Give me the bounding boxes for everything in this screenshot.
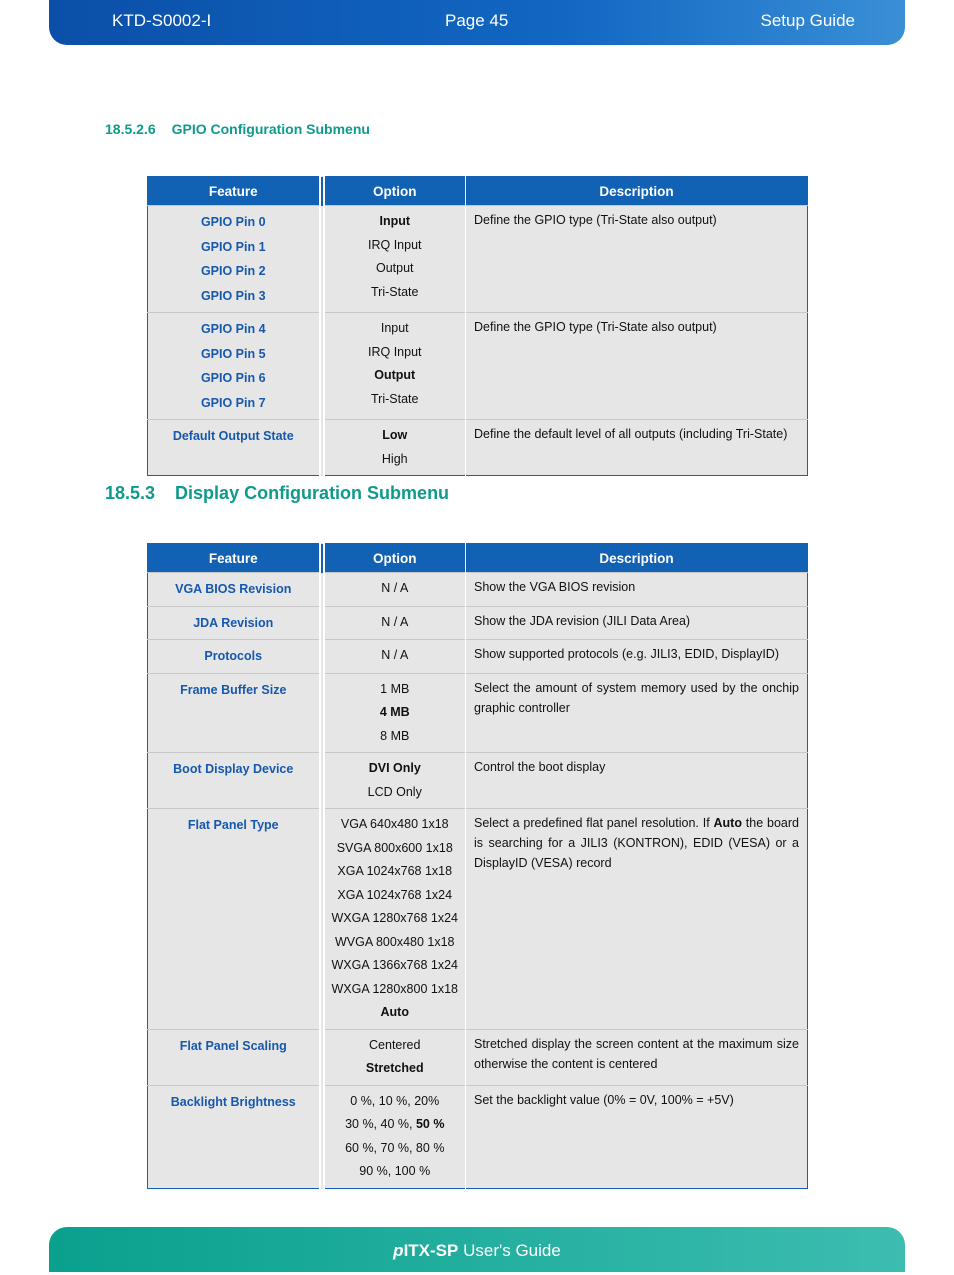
table-row <box>148 206 808 313</box>
option-value <box>331 257 460 281</box>
option-value <box>331 837 460 861</box>
option-text: SVGA 800x600 1x18 <box>336 840 453 855</box>
feature-name: GPIO Pin 4 <box>200 322 266 336</box>
feature-cell <box>148 673 322 753</box>
table-row <box>148 606 808 640</box>
option-text: 8 MB <box>380 728 410 743</box>
product-prefix: p <box>393 1241 404 1260</box>
option-default: 50 % <box>415 1117 445 1131</box>
description-cell <box>466 1085 808 1188</box>
option-cell <box>322 1085 466 1188</box>
option-text: High <box>381 451 408 466</box>
feature-name: Default Output State <box>172 429 294 443</box>
option-text: Input <box>379 214 411 228</box>
option-value <box>331 1001 460 1025</box>
option-value <box>331 954 460 978</box>
feature-cell <box>148 640 322 674</box>
description-cell <box>466 606 808 640</box>
description-cell <box>466 640 808 674</box>
section-title: Display Configuration Submenu <box>175 483 450 503</box>
description-text <box>474 813 799 873</box>
column-header-feature: Feature <box>148 544 322 573</box>
option-cell <box>322 809 466 1030</box>
feature-name: Frame Buffer Size <box>180 682 287 697</box>
table-row <box>148 420 808 476</box>
feature-name: Flat Panel Scaling <box>179 1038 287 1053</box>
column-header-description: Description <box>466 177 808 206</box>
option-text: Output <box>374 368 416 382</box>
option-text: 60 %, 70 %, 80 % <box>345 1140 445 1155</box>
feature-name: GPIO Pin 0 <box>200 215 266 229</box>
option-value <box>331 978 460 1002</box>
feature-name: GPIO Pin 2 <box>200 264 266 278</box>
description-text: Define the GPIO type (Tri-State also output) <box>474 213 717 227</box>
option-cell <box>322 313 466 420</box>
feature-name: VGA BIOS Revision <box>175 582 292 596</box>
option-text: IRQ Input <box>368 344 422 359</box>
description-text: Set the backlight value (0% = 0V, 100% = +5V) <box>474 1092 734 1107</box>
section-number: 18.5.2.6 <box>105 121 156 137</box>
feature-cell <box>148 573 322 607</box>
feature-name: GPIO Pin 3 <box>200 288 266 303</box>
description-text: Show the JDA revision (JILI Data Area) <box>474 613 691 628</box>
option-value <box>331 1057 460 1081</box>
option-text: 30 %, 40 %, <box>345 1117 416 1131</box>
description-cell <box>466 1029 808 1085</box>
table-row <box>148 753 808 809</box>
option-text: N / A <box>381 581 409 595</box>
page-number: Page 45 <box>445 11 509 30</box>
feature-cell <box>148 1085 322 1188</box>
description-part: Select a predefined flat panel resolution. If <box>474 816 714 830</box>
feature-name: Protocols <box>204 649 263 663</box>
option-value <box>331 931 460 955</box>
option-value <box>331 1160 460 1184</box>
feature-cell <box>148 809 322 1030</box>
feature-name: GPIO Pin 5 <box>200 346 266 361</box>
description-cell <box>466 420 808 476</box>
option-value <box>331 611 460 635</box>
option-text: 90 %, 100 % <box>359 1164 431 1178</box>
description-part: Auto <box>713 816 742 830</box>
column-header-description: Description <box>466 544 808 573</box>
option-text: Input <box>380 321 409 335</box>
option-value <box>331 860 460 884</box>
option-text: VGA 640x480 1x18 <box>340 817 449 831</box>
option-cell <box>322 640 466 674</box>
table-row <box>148 573 808 607</box>
option-value <box>331 1034 460 1058</box>
option-value <box>331 1137 460 1161</box>
option-value <box>331 813 460 837</box>
feature-name: Backlight Brightness <box>170 1094 296 1109</box>
section-heading-display <box>105 483 449 504</box>
option-text: N / A <box>381 648 409 662</box>
guide-name: Setup Guide <box>760 11 855 30</box>
description-text: Control the boot display <box>474 760 606 774</box>
page-header <box>49 0 905 45</box>
table-row <box>148 809 808 1030</box>
doc-id: KTD-S0002-I <box>112 11 212 30</box>
option-value <box>331 424 460 448</box>
option-text: 4 MB <box>379 705 410 719</box>
option-cell <box>322 420 466 476</box>
feature-name: JDA Revision <box>193 615 274 630</box>
section-heading-gpio <box>105 121 370 137</box>
option-value <box>331 388 460 412</box>
option-cell <box>322 1029 466 1085</box>
page-footer <box>49 1227 905 1272</box>
option-value <box>331 1090 460 1114</box>
option-text: 0 %, 10 %, 20% <box>350 1093 440 1108</box>
option-text: WXGA 1280x800 1x18 <box>331 981 458 996</box>
description-cell <box>466 313 808 420</box>
column-header-feature: Feature <box>148 177 322 206</box>
description-cell <box>466 206 808 313</box>
table-row <box>148 1029 808 1085</box>
feature-name: GPIO Pin 7 <box>200 395 266 410</box>
table-row <box>148 640 808 674</box>
option-text: WXGA 1280x768 1x24 <box>331 911 458 925</box>
feature-cell <box>148 420 322 476</box>
feature-cell <box>148 606 322 640</box>
description-cell <box>466 673 808 753</box>
feature-name: GPIO Pin 6 <box>200 371 266 385</box>
description-text: Show supported protocols (e.g. JILI3, EDID, DisplayID) <box>474 647 779 661</box>
feature-name: Boot Display Device <box>173 762 294 776</box>
option-value <box>331 701 460 725</box>
option-text: Stretched <box>365 1061 424 1075</box>
feature-cell <box>148 206 322 313</box>
option-value <box>331 317 460 341</box>
option-value <box>331 210 460 234</box>
column-header-option: Option <box>322 544 466 573</box>
description-text: Show the VGA BIOS revision <box>474 580 636 594</box>
footer-suffix: User's Guide <box>458 1241 561 1260</box>
table-row <box>148 313 808 420</box>
option-value <box>331 644 460 668</box>
description-text: Define the default level of all outputs (including Tri-State) <box>474 427 788 441</box>
option-text: Low <box>382 428 408 442</box>
feature-cell <box>148 753 322 809</box>
option-value <box>331 907 460 931</box>
option-value <box>331 781 460 805</box>
option-text: LCD Only <box>367 784 422 799</box>
section-number: 18.5.3 <box>105 483 156 503</box>
description-text: Stretched display the screen content at the maximum size otherwise the content is centered <box>474 1036 799 1071</box>
feature-name: GPIO Pin 1 <box>200 239 266 254</box>
option-cell <box>322 753 466 809</box>
description-text: Select the amount of system memory used by the onchip graphic controller <box>474 680 799 715</box>
option-text: Output <box>375 261 414 275</box>
option-value <box>331 448 460 472</box>
section-title: GPIO Configuration Submenu <box>171 121 370 137</box>
option-value <box>331 725 460 749</box>
option-text: 1 MB <box>380 681 410 696</box>
option-value <box>331 884 460 908</box>
option-text: WVGA 800x480 1x18 <box>334 934 455 949</box>
feature-cell <box>148 1029 322 1085</box>
option-text: Centered <box>369 1037 421 1052</box>
description-part: the board is searching for a JILI3 (KONTRON), EDID (VESA) or a DisplayID (VESA) record <box>474 816 799 870</box>
display-table <box>147 543 808 1189</box>
column-header-option: Option <box>322 177 466 206</box>
table-row <box>148 673 808 753</box>
option-text: WXGA 1366x768 1x24 <box>331 958 458 972</box>
option-value <box>331 678 460 702</box>
option-text: IRQ Input <box>368 237 422 252</box>
option-text: XGA 1024x768 1x24 <box>337 887 453 902</box>
option-text: Auto <box>380 1005 409 1019</box>
table-row <box>148 1085 808 1188</box>
description-text: Define the GPIO type (Tri-State also output) <box>474 320 717 334</box>
option-cell <box>322 206 466 313</box>
option-text: XGA 1024x768 1x18 <box>337 864 453 878</box>
option-value <box>331 577 460 601</box>
option-cell <box>322 606 466 640</box>
option-value <box>331 1113 460 1137</box>
option-text: N / A <box>381 614 409 629</box>
option-value <box>331 281 460 305</box>
option-text: DVI Only <box>368 761 421 775</box>
option-text: Tri-State <box>371 284 419 299</box>
description-cell <box>466 809 808 1030</box>
option-value <box>331 757 460 781</box>
option-cell <box>322 573 466 607</box>
description-cell <box>466 573 808 607</box>
feature-cell <box>148 313 322 420</box>
option-value <box>331 341 460 365</box>
option-cell <box>322 673 466 753</box>
option-value <box>331 234 460 258</box>
description-cell <box>466 753 808 809</box>
option-text: Tri-State <box>371 391 419 406</box>
product-name: ITX-SP <box>403 1241 459 1260</box>
option-value <box>331 364 460 388</box>
feature-name: Flat Panel Type <box>187 818 279 832</box>
gpio-table <box>147 176 808 476</box>
